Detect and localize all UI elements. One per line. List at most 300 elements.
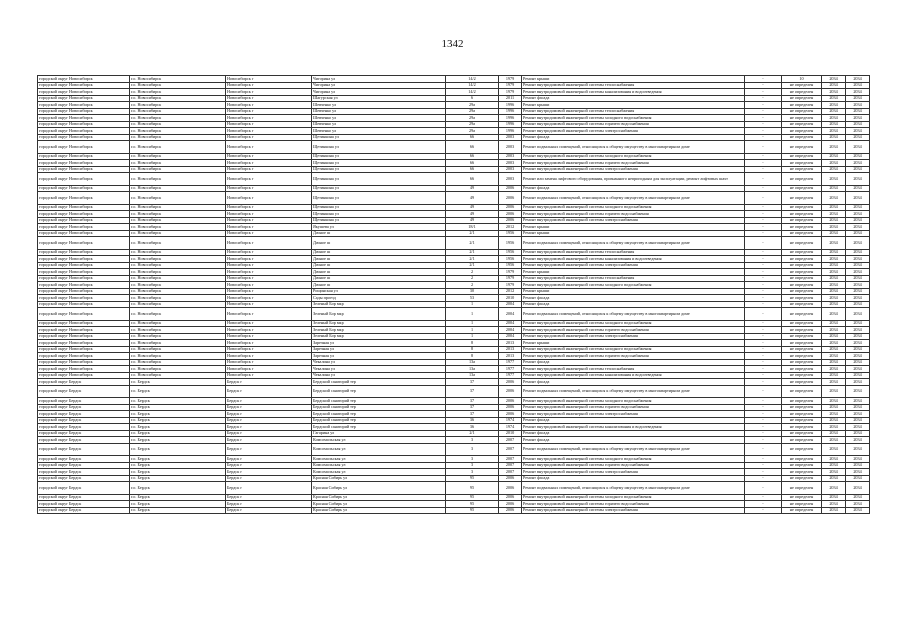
cell-year-built: 2007 xyxy=(499,469,522,476)
cell-year-built: 2007 xyxy=(499,462,522,469)
cell-settlement: Новосибирск г xyxy=(226,141,312,154)
cell-house-number: 13а xyxy=(446,366,499,373)
cell-year-start: 2034 xyxy=(822,82,846,89)
cell-municipality: г.о. Новосибирск xyxy=(130,262,226,269)
cell-year-built: 1977 xyxy=(499,372,522,379)
cell-house-number: 30 xyxy=(446,288,499,295)
cell-street: Чекалина ул xyxy=(312,366,446,373)
cell-street: Зеленый Бор мкр xyxy=(312,333,446,340)
cell-cost: не определен xyxy=(782,282,822,289)
cell-municipal-district: городской округ Новосибирск xyxy=(38,269,130,276)
cell-cost: не определен xyxy=(782,340,822,347)
cell-municipality: г.о. Новосибирск xyxy=(130,102,226,109)
cell-street: Заречная ул xyxy=(312,353,446,360)
cell-house-number: 66 xyxy=(446,134,499,141)
cell-street: Щетинкина ул xyxy=(312,166,446,173)
cell-municipality: г.о. Бердск xyxy=(130,437,226,444)
cell-municipal-district: городской округ Новосибирск xyxy=(38,166,130,173)
cell-marker: - xyxy=(745,128,782,135)
cell-municipal-district: городской округ Бердск xyxy=(38,417,130,424)
cell-marker: - xyxy=(745,115,782,122)
cell-year-start: 2034 xyxy=(822,282,846,289)
cell-work-type: Ремонт фасада xyxy=(522,379,745,386)
cell-municipal-district: городской округ Новосибирск xyxy=(38,346,130,353)
cell-year-start: 2034 xyxy=(822,462,846,469)
cell-marker: - xyxy=(745,379,782,386)
cell-street: Дачное ш xyxy=(312,249,446,256)
cell-street: Бердский санаторий тер xyxy=(312,404,446,411)
cell-house-number: 6 xyxy=(446,95,499,102)
cell-cost: не определен xyxy=(782,469,822,476)
cell-work-type: Ремонт внутридомовой инженерной системы горячего водоснабжения xyxy=(522,404,745,411)
cell-work-type: Ремонт подвальных помещений, относящихся к общему имуществу в многоквартирном доме xyxy=(522,141,745,154)
cell-street: Комсомольская ул xyxy=(312,456,446,463)
cell-municipality: г.о. Новосибирск xyxy=(130,115,226,122)
cell-cost: 10 xyxy=(782,76,822,83)
cell-municipal-district: городской округ Бердск xyxy=(38,411,130,418)
cell-work-type: Ремонт фасада xyxy=(522,359,745,366)
cell-settlement: Новосибирск г xyxy=(226,134,312,141)
cell-municipal-district: городской округ Бердск xyxy=(38,385,130,398)
cell-municipal-district: городской округ Бердск xyxy=(38,482,130,495)
cell-municipality: г.о. Новосибирск xyxy=(130,141,226,154)
cell-street: Бердский санаторий тер xyxy=(312,411,446,418)
cell-year-start: 2034 xyxy=(822,398,846,405)
cell-municipal-district: городской округ Новосибирск xyxy=(38,256,130,263)
cell-year-built: 2003 xyxy=(499,141,522,154)
cell-street: Бердский санаторий тер xyxy=(312,424,446,431)
cell-settlement: Новосибирск г xyxy=(226,269,312,276)
cell-street: Бердский санаторий тер xyxy=(312,417,446,424)
cell-year-end: 2034 xyxy=(846,295,870,302)
cell-street: Гагарина ул xyxy=(312,430,446,437)
cell-year-end: 2034 xyxy=(846,320,870,327)
cell-year-start: 2034 xyxy=(822,141,846,154)
cell-work-type: Ремонт внутридомовой инженерной системы электроснабжения xyxy=(522,217,745,224)
cell-year-start: 2034 xyxy=(822,211,846,218)
cell-year-built: 2013 xyxy=(499,353,522,360)
cell-municipal-district: городской округ Новосибирск xyxy=(38,192,130,205)
cell-year-built: 2012 xyxy=(499,288,522,295)
cell-year-built: 2011 xyxy=(499,95,522,102)
cell-house-number: 66 xyxy=(446,153,499,160)
cell-year-end: 2034 xyxy=(846,301,870,308)
cell-year-start: 2034 xyxy=(822,443,846,456)
cell-work-type: Ремонт внутридомовой инженерной системы электроснабжения xyxy=(522,469,745,476)
cell-municipal-district: городской округ Бердск xyxy=(38,398,130,405)
cell-cost: не определен xyxy=(782,327,822,334)
table-row xyxy=(38,237,870,250)
cell-settlement: Новосибирск г xyxy=(226,372,312,379)
cell-street: Шевченко ул xyxy=(312,128,446,135)
cell-year-start: 2034 xyxy=(822,288,846,295)
cell-settlement: Новосибирск г xyxy=(226,185,312,192)
cell-street: Шевченко ул xyxy=(312,108,446,115)
cell-year-start: 2034 xyxy=(822,482,846,495)
cell-cost: не определен xyxy=(782,211,822,218)
cell-cost: не определен xyxy=(782,230,822,237)
table-row xyxy=(38,507,870,514)
cell-work-type: Ремонт крыши xyxy=(522,102,745,109)
cell-year-start: 2034 xyxy=(822,249,846,256)
cell-year-built: 2006 xyxy=(499,192,522,205)
cell-year-start: 2034 xyxy=(822,89,846,96)
cell-settlement: Бердск г xyxy=(226,469,312,476)
cell-municipality: г.о. Новосибирск xyxy=(130,224,226,231)
cell-settlement: Новосибирск г xyxy=(226,262,312,269)
cell-marker: - xyxy=(745,288,782,295)
cell-street: Заречная ул xyxy=(312,340,446,347)
cell-cost: не определен xyxy=(782,192,822,205)
cell-house-number: 29а xyxy=(446,128,499,135)
cell-municipal-district: городской округ Бердск xyxy=(38,437,130,444)
cell-house-number: 95 xyxy=(446,501,499,508)
cell-street: Щетинкина ул xyxy=(312,192,446,205)
cell-year-end: 2034 xyxy=(846,108,870,115)
cell-year-end: 2034 xyxy=(846,366,870,373)
cell-work-type: Ремонт крыши xyxy=(522,76,745,83)
repair-schedule-table xyxy=(37,75,870,514)
cell-year-start: 2034 xyxy=(822,121,846,128)
cell-year-built: 2006 xyxy=(499,494,522,501)
cell-year-built: 1979 xyxy=(499,82,522,89)
cell-work-type: Ремонт подвальных помещений, относящихся к общему имуществу в многоквартирном доме xyxy=(522,237,745,250)
cell-municipal-district: городской округ Бердск xyxy=(38,430,130,437)
cell-year-built: 1956 xyxy=(499,256,522,263)
cell-house-number: 3 xyxy=(446,443,499,456)
cell-house-number: 2 xyxy=(446,282,499,289)
cell-municipality: г.о. Бердск xyxy=(130,411,226,418)
cell-house-number: 49 xyxy=(446,211,499,218)
cell-municipality: г.о. Новосибирск xyxy=(130,134,226,141)
cell-year-end: 2034 xyxy=(846,501,870,508)
cell-municipal-district: городской округ Новосибирск xyxy=(38,128,130,135)
cell-year-end: 2034 xyxy=(846,237,870,250)
cell-house-number: 3 xyxy=(446,462,499,469)
cell-marker: - xyxy=(745,443,782,456)
cell-street: Бердский санаторий тер xyxy=(312,398,446,405)
cell-year-built: 1956 xyxy=(499,237,522,250)
cell-year-end: 2034 xyxy=(846,482,870,495)
cell-house-number: 3 xyxy=(446,456,499,463)
cell-year-start: 2034 xyxy=(822,128,846,135)
cell-year-start: 2034 xyxy=(822,192,846,205)
cell-settlement: Новосибирск г xyxy=(226,366,312,373)
cell-house-number: 49 xyxy=(446,192,499,205)
cell-year-start: 2034 xyxy=(822,437,846,444)
cell-year-built: 1996 xyxy=(499,115,522,122)
cell-municipal-district: городской округ Новосибирск xyxy=(38,217,130,224)
cell-year-built: 2007 xyxy=(499,437,522,444)
cell-year-end: 2034 xyxy=(846,89,870,96)
cell-cost: не определен xyxy=(782,417,822,424)
cell-municipal-district: городской округ Новосибирск xyxy=(38,282,130,289)
cell-settlement: Новосибирск г xyxy=(226,82,312,89)
cell-marker: - xyxy=(745,95,782,102)
cell-municipality: г.о. Новосибирск xyxy=(130,204,226,211)
cell-marker: - xyxy=(745,482,782,495)
cell-marker: - xyxy=(745,507,782,514)
cell-house-number: 36 xyxy=(446,424,499,431)
cell-municipal-district: городской округ Новосибирск xyxy=(38,211,130,218)
cell-municipality: г.о. Бердск xyxy=(130,417,226,424)
cell-year-start: 2034 xyxy=(822,366,846,373)
cell-municipality: г.о. Бердск xyxy=(130,430,226,437)
cell-cost: не определен xyxy=(782,379,822,386)
cell-settlement: Новосибирск г xyxy=(226,217,312,224)
cell-year-built: 1974 xyxy=(499,417,522,424)
cell-settlement: Новосибирск г xyxy=(226,102,312,109)
cell-municipal-district: городской округ Новосибирск xyxy=(38,204,130,211)
cell-house-number: 8 xyxy=(446,353,499,360)
cell-work-type: Ремонт внутридомовой инженерной системы теплоснабжения xyxy=(522,249,745,256)
cell-municipal-district: городской округ Новосибирск xyxy=(38,333,130,340)
cell-marker: - xyxy=(745,249,782,256)
cell-street: Зеленый Бор мкр xyxy=(312,320,446,327)
cell-street: Красная Сибирь ул xyxy=(312,507,446,514)
cell-house-number: 2 xyxy=(446,275,499,282)
cell-house-number: 2/1 xyxy=(446,262,499,269)
cell-year-start: 2034 xyxy=(822,469,846,476)
cell-house-number: 49 xyxy=(446,185,499,192)
cell-work-type: Ремонт подвальных помещений, относящихся к общему имуществу в многоквартирном доме xyxy=(522,192,745,205)
cell-cost: не определен xyxy=(782,366,822,373)
cell-year-end: 2034 xyxy=(846,404,870,411)
cell-year-built: 2004 xyxy=(499,327,522,334)
cell-work-type: Ремонт внутридомовой инженерной системы холодного водоснабжения xyxy=(522,153,745,160)
cell-house-number: 18/1 xyxy=(446,224,499,231)
cell-house-number: 2/1 xyxy=(446,430,499,437)
cell-settlement: Бердск г xyxy=(226,443,312,456)
cell-year-end: 2034 xyxy=(846,121,870,128)
cell-year-built: 2003 xyxy=(499,173,522,186)
cell-cost: не определен xyxy=(782,237,822,250)
cell-municipality: г.о. Новосибирск xyxy=(130,301,226,308)
cell-cost: не определен xyxy=(782,275,822,282)
cell-work-type: Ремонт фасада xyxy=(522,301,745,308)
cell-settlement: Новосибирск г xyxy=(226,308,312,321)
cell-cost: не определен xyxy=(782,153,822,160)
cell-municipality: г.о. Новосибирск xyxy=(130,295,226,302)
cell-work-type: Ремонт внутридомовой инженерной системы горячего водоснабжения xyxy=(522,353,745,360)
cell-year-built: 2006 xyxy=(499,475,522,482)
cell-marker: - xyxy=(745,230,782,237)
cell-settlement: Новосибирск г xyxy=(226,333,312,340)
cell-work-type: Ремонт внутридомовой инженерной системы холодного водоснабжения xyxy=(522,204,745,211)
cell-cost: не определен xyxy=(782,269,822,276)
cell-marker: - xyxy=(745,185,782,192)
cell-municipality: г.о. Новосибирск xyxy=(130,211,226,218)
cell-municipal-district: городской округ Бердск xyxy=(38,469,130,476)
cell-street: Щетинкина ул xyxy=(312,134,446,141)
cell-street: Красная Сибирь ул xyxy=(312,475,446,482)
cell-work-type: Ремонт внутридомовой инженерной системы канализования и водоотведения xyxy=(522,89,745,96)
cell-work-type: Ремонт внутридомовой инженерной системы теплоснабжения xyxy=(522,82,745,89)
cell-year-built: 1996 xyxy=(499,102,522,109)
cell-year-built: 2010 xyxy=(499,295,522,302)
cell-year-built: 1996 xyxy=(499,121,522,128)
cell-work-type: Ремонт внутридомовой инженерной системы электроснабжения xyxy=(522,128,745,135)
cell-year-end: 2034 xyxy=(846,379,870,386)
cell-municipal-district: городской округ Новосибирск xyxy=(38,82,130,89)
cell-marker: - xyxy=(745,437,782,444)
cell-year-start: 2034 xyxy=(822,417,846,424)
cell-marker: - xyxy=(745,275,782,282)
cell-work-type: Ремонт фасада xyxy=(522,437,745,444)
cell-marker: - xyxy=(745,262,782,269)
cell-year-start: 2034 xyxy=(822,359,846,366)
cell-work-type: Ремонт внутридомовой инженерной системы горячего водоснабжения xyxy=(522,211,745,218)
cell-house-number: 53 xyxy=(446,295,499,302)
cell-work-type: Ремонт фасада xyxy=(522,185,745,192)
cell-year-end: 2034 xyxy=(846,192,870,205)
cell-year-end: 2034 xyxy=(846,456,870,463)
cell-cost: не определен xyxy=(782,359,822,366)
cell-municipal-district: городской округ Новосибирск xyxy=(38,275,130,282)
cell-cost: не определен xyxy=(782,121,822,128)
cell-street: Комсомольская ул xyxy=(312,437,446,444)
cell-marker: - xyxy=(745,173,782,186)
cell-settlement: Бердск г xyxy=(226,398,312,405)
cell-street: Зеленый Бор мкр xyxy=(312,308,446,321)
cell-work-type: Ремонт внутридомовой инженерной системы теплоснабжения xyxy=(522,275,745,282)
cell-cost: не определен xyxy=(782,372,822,379)
cell-house-number: 95 xyxy=(446,494,499,501)
cell-marker: - xyxy=(745,456,782,463)
cell-year-start: 2034 xyxy=(822,295,846,302)
cell-marker: - xyxy=(745,469,782,476)
cell-settlement: Новосибирск г xyxy=(226,89,312,96)
cell-year-end: 2034 xyxy=(846,346,870,353)
cell-marker: - xyxy=(745,141,782,154)
cell-year-start: 2034 xyxy=(822,76,846,83)
cell-settlement: Новосибирск г xyxy=(226,115,312,122)
cell-year-built: 2006 xyxy=(499,411,522,418)
cell-house-number: 49 xyxy=(446,217,499,224)
cell-house-number: 2/1 xyxy=(446,256,499,263)
cell-settlement: Новосибирск г xyxy=(226,256,312,263)
cell-municipal-district: городской округ Бердск xyxy=(38,501,130,508)
cell-settlement: Новосибирск г xyxy=(226,288,312,295)
cell-work-type: Ремонт внутридомовой инженерной системы канализования и водоотведения xyxy=(522,372,745,379)
cell-year-end: 2034 xyxy=(846,115,870,122)
cell-work-type: Ремонт внутридомовой инженерной системы горячего водоснабжения xyxy=(522,462,745,469)
cell-cost: не определен xyxy=(782,288,822,295)
cell-settlement: Новосибирск г xyxy=(226,359,312,366)
cell-house-number: 8 xyxy=(446,340,499,347)
cell-street: Зеленый Бор мкр xyxy=(312,327,446,334)
cell-municipal-district: городской округ Бердск xyxy=(38,456,130,463)
cell-marker: - xyxy=(745,372,782,379)
cell-marker: - xyxy=(745,411,782,418)
cell-settlement: Новосибирск г xyxy=(226,282,312,289)
cell-year-built: 1974 xyxy=(499,424,522,431)
cell-year-end: 2034 xyxy=(846,153,870,160)
cell-marker: - xyxy=(745,160,782,167)
cell-work-type: Ремонт внутридомовой инженерной системы горячего водоснабжения xyxy=(522,160,745,167)
cell-work-type: Ремонт подвальных помещений, относящихся к общему имуществу в многоквартирном доме xyxy=(522,482,745,495)
cell-municipality: г.о. Новосибирск xyxy=(130,282,226,289)
cell-street: Шевченко ул xyxy=(312,121,446,128)
cell-municipality: г.о. Бердск xyxy=(130,482,226,495)
cell-municipality: г.о. Новосибирск xyxy=(130,95,226,102)
cell-street: Заречная ул xyxy=(312,346,446,353)
cell-municipal-district: городской округ Новосибирск xyxy=(38,121,130,128)
cell-municipal-district: городской округ Бердск xyxy=(38,443,130,456)
cell-municipal-district: городской округ Новосибирск xyxy=(38,224,130,231)
cell-year-start: 2034 xyxy=(822,237,846,250)
cell-street: Чекалина ул xyxy=(312,359,446,366)
cell-street: Дачное ш xyxy=(312,282,446,289)
cell-work-type: Ремонт внутридомовой инженерной системы канализования и водоотведения xyxy=(522,424,745,431)
cell-settlement: Новосибирск г xyxy=(226,204,312,211)
cell-house-number: 66 xyxy=(446,166,499,173)
cell-municipal-district: городской округ Бердск xyxy=(38,475,130,482)
cell-settlement: Бердск г xyxy=(226,501,312,508)
cell-year-end: 2034 xyxy=(846,76,870,83)
cell-street: Шевченко ул xyxy=(312,102,446,109)
cell-cost: не определен xyxy=(782,398,822,405)
cell-house-number: 3 xyxy=(446,437,499,444)
cell-marker: - xyxy=(745,256,782,263)
cell-year-end: 2034 xyxy=(846,475,870,482)
cell-marker: - xyxy=(745,494,782,501)
cell-cost: не определен xyxy=(782,82,822,89)
cell-year-end: 2034 xyxy=(846,308,870,321)
cell-settlement: Новосибирск г xyxy=(226,128,312,135)
cell-municipality: г.о. Новосибирск xyxy=(130,327,226,334)
cell-year-built: 1979 xyxy=(499,282,522,289)
cell-year-built: 2006 xyxy=(499,217,522,224)
cell-work-type: Ремонт внутридомовой инженерной системы электроснабжения xyxy=(522,166,745,173)
cell-cost: не определен xyxy=(782,462,822,469)
cell-street: Щетинкина ул xyxy=(312,173,446,186)
cell-cost: не определен xyxy=(782,249,822,256)
cell-house-number: 29а xyxy=(446,121,499,128)
cell-year-built: 1979 xyxy=(499,76,522,83)
cell-house-number: 1 xyxy=(446,301,499,308)
cell-municipal-district: городской округ Новосибирск xyxy=(38,141,130,154)
cell-street: Щетинкина ул xyxy=(312,160,446,167)
cell-settlement: Бердск г xyxy=(226,494,312,501)
cell-municipality: г.о. Новосибирск xyxy=(130,372,226,379)
cell-street: Дачное ш xyxy=(312,256,446,263)
cell-year-start: 2034 xyxy=(822,153,846,160)
cell-street: Якушева ул xyxy=(312,224,446,231)
cell-settlement: Бердск г xyxy=(226,404,312,411)
cell-house-number: 49 xyxy=(446,204,499,211)
cell-work-type: Ремонт фасада xyxy=(522,134,745,141)
cell-street: Дачное ш xyxy=(312,262,446,269)
cell-work-type: Ремонт внутридомовой инженерной системы электроснабжения xyxy=(522,333,745,340)
cell-work-type: Ремонт крыши xyxy=(522,224,745,231)
cell-settlement: Новосибирск г xyxy=(226,160,312,167)
cell-marker: - xyxy=(745,404,782,411)
cell-year-start: 2034 xyxy=(822,160,846,167)
cell-year-start: 2034 xyxy=(822,385,846,398)
cell-settlement: Бердск г xyxy=(226,379,312,386)
cell-year-start: 2034 xyxy=(822,430,846,437)
cell-year-start: 2034 xyxy=(822,224,846,231)
cell-marker: - xyxy=(745,353,782,360)
cell-settlement: Новосибирск г xyxy=(226,295,312,302)
cell-settlement: Новосибирск г xyxy=(226,237,312,250)
cell-municipality: г.о. Бердск xyxy=(130,501,226,508)
cell-work-type: Ремонт подвальных помещений, относящихся к общему имуществу в многоквартирном доме xyxy=(522,385,745,398)
cell-cost: не определен xyxy=(782,443,822,456)
cell-marker: - xyxy=(745,166,782,173)
cell-house-number: 37 xyxy=(446,398,499,405)
